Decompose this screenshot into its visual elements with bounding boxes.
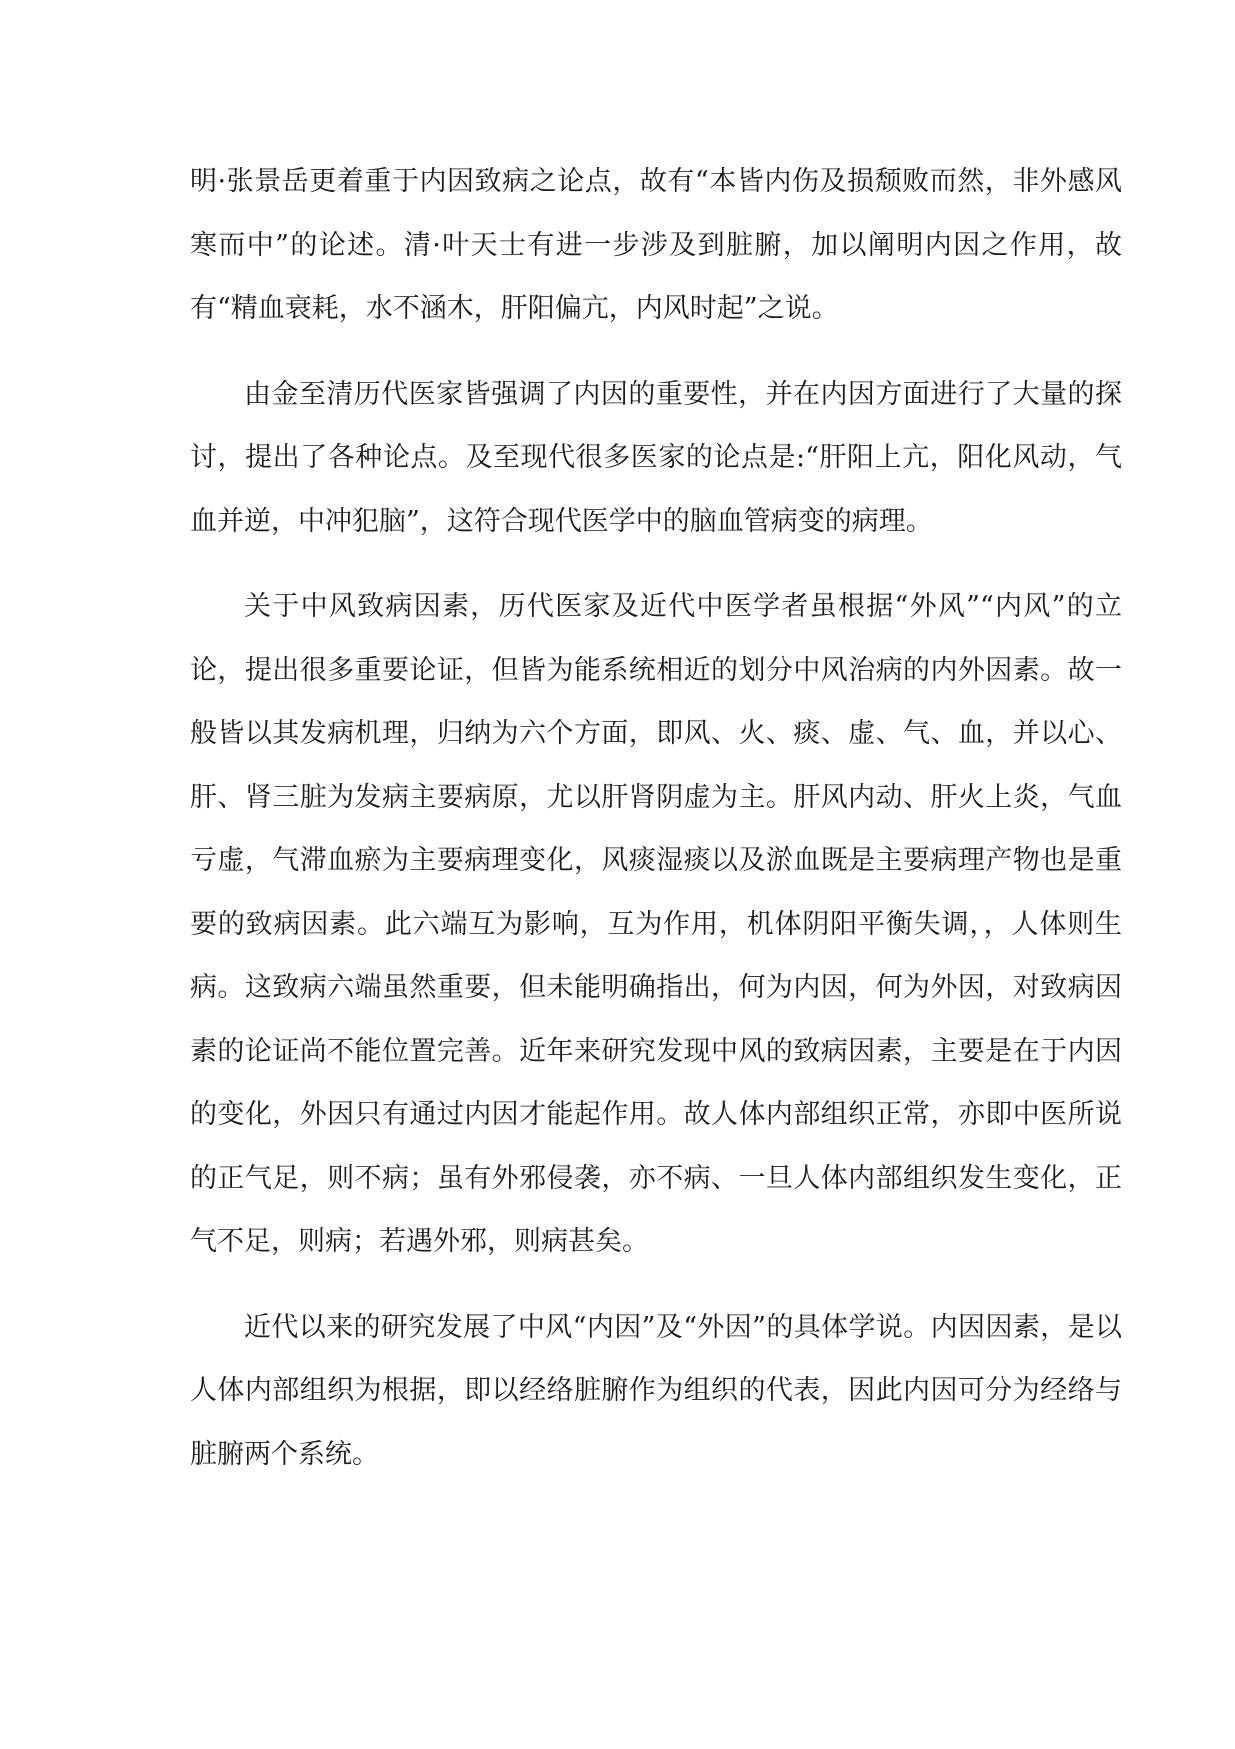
paragraph-4: 近代以来的研究发展了中风“内因”及“外因”的具体学说。内因因素，是以人体内部组织为根据，即以经络脏腑作为组织的代表，因此内因可分为经络与脏腑两个系统。 (190, 1311, 1122, 1470)
paragraph-2: 由金至清历代医家皆强调了内因的重要性，并在内因方面进行了大量的探讨，提出了各种论点。及至现代很多医家的论点是:“肝阳上亢，阳化风动，气血并逆，中冲犯脑”，这符合现代医学中的脑血管病变的病理。 (190, 378, 1122, 537)
paragraph-3: 关于中风致病因素，历代医家及近代中医学者虽根据“外风”“内风”的立论，提出很多重要论证，但皆为能系统相近的划分中风治病的内外因素。故一般皆以其发病机理，归纳为六个方面，即风、火、痰、虚、气、血，并以心、肝、肾三脏为发病主要病原，尤以肝肾阴虚为主。肝风内动、肝火上炎，气血亏虚，气滞血瘀为主要病理变化，风痰湿痰以及淤血既是主要病理产物也是重要的致病因素。此六端互为影响，互为作用，机体阴阳平衡失调，，人体则生病。这致病六端虽然重要，但未能明确指出，何为内因，何为外因，对致病因素的论证尚不能位置完善。近年来研究发现中风的致病因素，主要是在于内因的变化，外因只有通过内因才能起作用。故人体内部组织正常，亦即中医所说的正气足，则不病；虽有外邪侵袭，亦不病、一旦人体内部组织发生变化，正气不足，则病；若遇外邪，则病甚矣。 (190, 591, 1122, 1257)
paragraph-1: 明·张景岳更着重于内因致病之论点，故有“本皆内伤及损颓败而然，非外感风寒而中”的论述。清·叶天士有进一步涉及到脏腑，加以阐明内因之作用，故有“精血衰耗，水不涵木，肝阳偏亢，内风时起”之说。 (190, 166, 1122, 324)
document-body (190, 150, 1122, 1486)
